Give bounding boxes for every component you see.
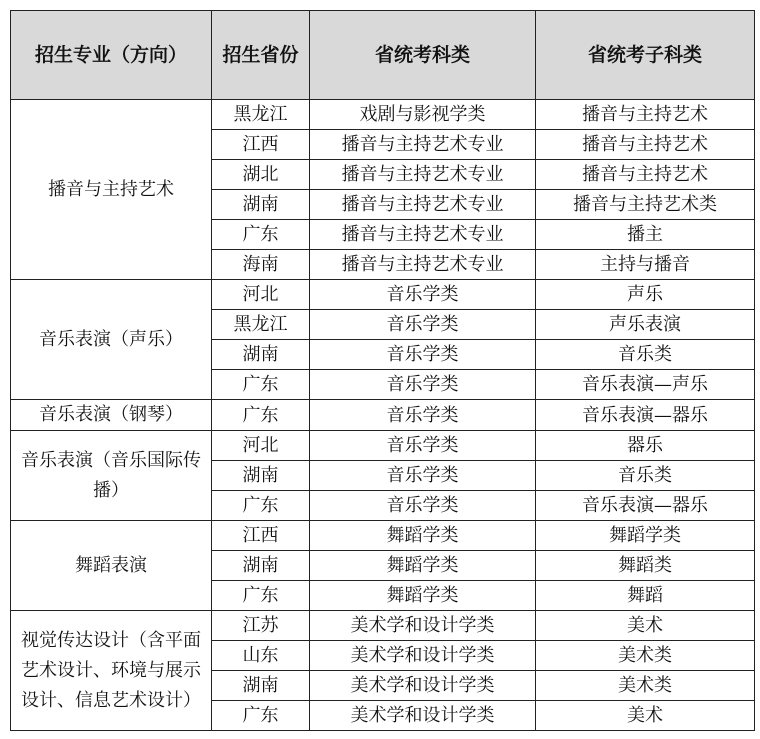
category-cell: 播音与主持艺术专业 xyxy=(310,160,536,190)
major-cell: 视觉传达设计（含平面艺术设计、环境与展示设计、信息艺术设计） xyxy=(11,611,212,731)
major-cell: 舞蹈表演 xyxy=(11,521,212,611)
category-cell: 音乐学类 xyxy=(310,310,536,340)
admissions-table xyxy=(10,10,755,731)
subcategory-cell: 器乐 xyxy=(536,431,755,461)
table-row xyxy=(11,400,755,431)
subcategory-cell: 播音与主持艺术 xyxy=(536,130,755,160)
province-cell: 湖南 xyxy=(212,461,310,491)
category-cell: 美术学和设计学类 xyxy=(310,641,536,671)
province-cell: 黑龙江 xyxy=(212,310,310,340)
major-cell: 播音与主持艺术 xyxy=(11,100,212,280)
category-cell: 戏剧与影视学类 xyxy=(310,100,536,130)
header-major: 招生专业（方向） xyxy=(11,11,212,100)
category-cell: 播音与主持艺术专业 xyxy=(310,130,536,160)
category-cell: 音乐学类 xyxy=(310,461,536,491)
province-cell: 广东 xyxy=(212,370,310,400)
province-cell: 广东 xyxy=(212,220,310,250)
category-cell: 美术学和设计学类 xyxy=(310,671,536,701)
category-cell: 播音与主持艺术专业 xyxy=(310,250,536,280)
province-cell: 江苏 xyxy=(212,611,310,641)
subcategory-cell: 播主 xyxy=(536,220,755,250)
province-cell: 海南 xyxy=(212,250,310,280)
subcategory-cell: 音乐表演—器乐 xyxy=(536,491,755,521)
table-row xyxy=(11,431,755,461)
subcategory-cell: 美术 xyxy=(536,611,755,641)
subcategory-cell: 舞蹈类 xyxy=(536,551,755,581)
subcategory-cell: 主持与播音 xyxy=(536,250,755,280)
province-cell: 广东 xyxy=(212,400,310,431)
header-row xyxy=(11,11,755,100)
subcategory-cell: 舞蹈 xyxy=(536,581,755,611)
subcategory-cell: 美术类 xyxy=(536,671,755,701)
province-cell: 河北 xyxy=(212,280,310,310)
table-row xyxy=(11,611,755,641)
subcategory-cell: 声乐 xyxy=(536,280,755,310)
subcategory-cell: 音乐表演—声乐 xyxy=(536,370,755,400)
subcategory-cell: 声乐表演 xyxy=(536,310,755,340)
header-category: 省统考科类 xyxy=(310,11,536,100)
province-cell: 山东 xyxy=(212,641,310,671)
province-cell: 湖南 xyxy=(212,340,310,370)
category-cell: 音乐学类 xyxy=(310,400,536,431)
category-cell: 音乐学类 xyxy=(310,280,536,310)
subcategory-cell: 播音与主持艺术类 xyxy=(536,190,755,220)
subcategory-cell: 舞蹈学类 xyxy=(536,521,755,551)
category-cell: 音乐学类 xyxy=(310,491,536,521)
province-cell: 河北 xyxy=(212,431,310,461)
category-cell: 舞蹈学类 xyxy=(310,521,536,551)
subcategory-cell: 美术 xyxy=(536,701,755,731)
subcategory-cell: 音乐表演—器乐 xyxy=(536,400,755,431)
subcategory-cell: 播音与主持艺术 xyxy=(536,160,755,190)
province-cell: 广东 xyxy=(212,581,310,611)
major-cell: 音乐表演（音乐国际传播） xyxy=(11,431,212,521)
header-subcategory: 省统考子科类 xyxy=(536,11,755,100)
province-cell: 黑龙江 xyxy=(212,100,310,130)
province-cell: 广东 xyxy=(212,491,310,521)
category-cell: 播音与主持艺术专业 xyxy=(310,220,536,250)
table-row xyxy=(11,521,755,551)
category-cell: 音乐学类 xyxy=(310,370,536,400)
category-cell: 美术学和设计学类 xyxy=(310,611,536,641)
province-cell: 江西 xyxy=(212,130,310,160)
table-body xyxy=(11,100,755,731)
table-row xyxy=(11,100,755,130)
major-cell: 音乐表演（声乐） xyxy=(11,280,212,400)
header-province: 招生省份 xyxy=(212,11,310,100)
category-cell: 音乐学类 xyxy=(310,431,536,461)
category-cell: 舞蹈学类 xyxy=(310,551,536,581)
province-cell: 湖南 xyxy=(212,190,310,220)
major-cell: 音乐表演（钢琴） xyxy=(11,400,212,431)
province-cell: 湖北 xyxy=(212,160,310,190)
category-cell: 播音与主持艺术专业 xyxy=(310,190,536,220)
table-row xyxy=(11,280,755,310)
category-cell: 美术学和设计学类 xyxy=(310,701,536,731)
province-cell: 广东 xyxy=(212,701,310,731)
category-cell: 舞蹈学类 xyxy=(310,581,536,611)
subcategory-cell: 音乐类 xyxy=(536,340,755,370)
province-cell: 湖南 xyxy=(212,671,310,701)
subcategory-cell: 美术类 xyxy=(536,641,755,671)
category-cell: 音乐学类 xyxy=(310,340,536,370)
subcategory-cell: 音乐类 xyxy=(536,461,755,491)
province-cell: 江西 xyxy=(212,521,310,551)
subcategory-cell: 播音与主持艺术 xyxy=(536,100,755,130)
province-cell: 湖南 xyxy=(212,551,310,581)
